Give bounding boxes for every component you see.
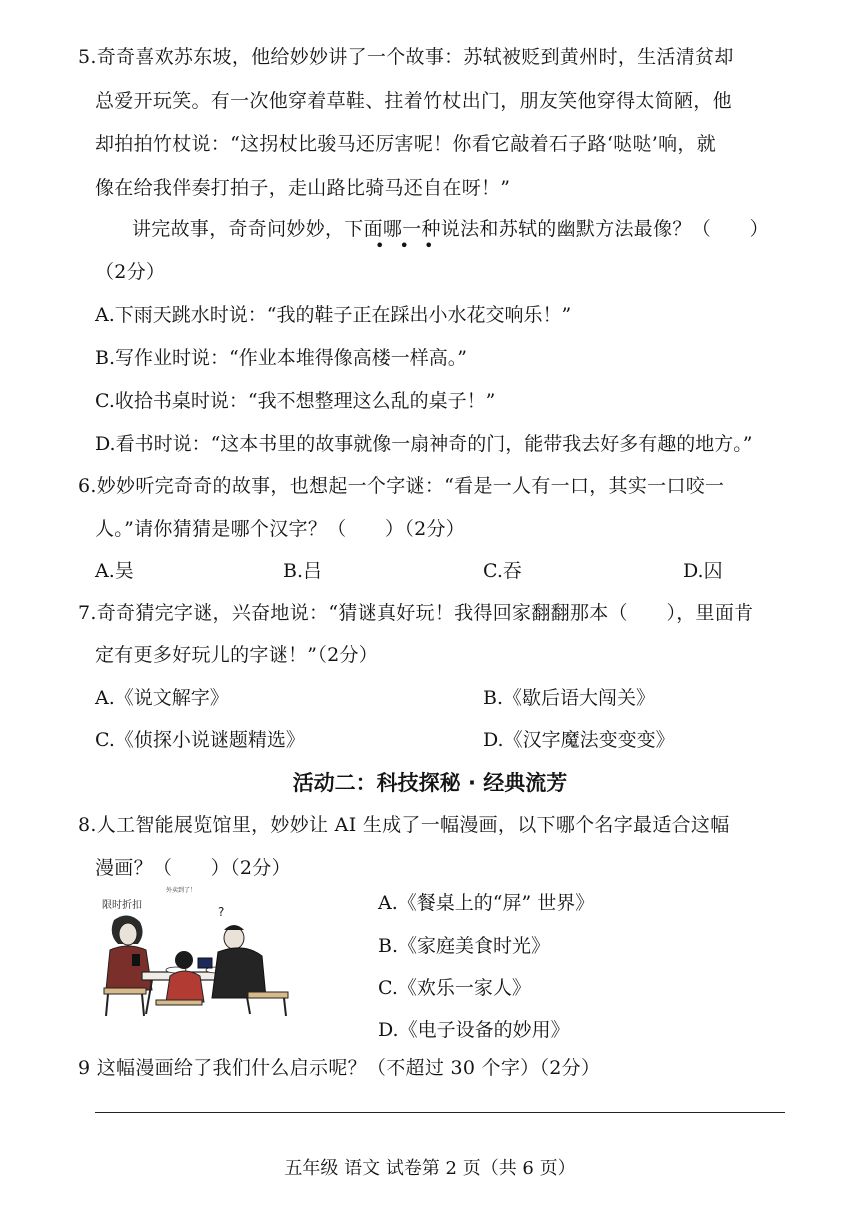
question-5-line-4: 像在给我伴奏打拍子，走山路比骑马还自在呀！”: [95, 177, 511, 199]
question-8-option-a: A.《餐桌上的“屏” 世界》: [378, 892, 595, 914]
question-8-line-2: 漫画？（ ）（2分）: [95, 857, 291, 879]
question-5-option-b: B.写作业时说：“作业本堆得像高楼一样高。”: [95, 347, 467, 369]
question-6-option-d: D.囚: [683, 560, 723, 582]
question-7-option-b: B.《歇后语大闯关》: [483, 687, 656, 709]
question-5-line-3: 却拍拍竹杖说：“这拐杖比骏马还厉害呢！你看它敲着石子路‘哒哒’响，就: [95, 133, 716, 155]
cartoon-image: [96, 880, 292, 1018]
question-8-option-c: C.《欢乐一家人》: [378, 977, 531, 999]
phone-icon: [132, 954, 140, 966]
question-6-line-2: 人。”请你猜猜是哪个汉字？（ ）（2分）: [95, 518, 466, 540]
question-9-line-1: 9 这幅漫画给了我们什么启示呢？（不超过 30 个字）（2分）: [78, 1057, 601, 1079]
emphasis-dots: • • •: [375, 236, 439, 255]
tablet-icon: [198, 958, 212, 968]
question-mark: ?: [218, 905, 225, 919]
question-8-option-b: B.《家庭美食时光》: [378, 935, 551, 957]
question-5-score: （2分）: [95, 261, 166, 283]
question-5-line-1: 5.奇奇喜欢苏东坡，他给妙妙讲了一个故事：苏轼被贬到黄州时，生活清贫却: [78, 46, 734, 68]
answer-line[interactable]: [95, 1112, 785, 1113]
question-5-option-d: D.看书时说：“这本书里的故事就像一扇神奇的门，能带我去好多有趣的地方。”: [95, 433, 753, 455]
cartoon-sign-text: 限时折扣: [102, 900, 142, 911]
question-7-option-a: A.《说文解字》: [95, 687, 229, 709]
question-6-option-b: B.吕: [283, 560, 323, 582]
question-5-option-a: A.下雨天跳水时说：“我的鞋子正在踩出小水花交响乐！”: [95, 304, 572, 326]
question-6-option-a: A.吴: [95, 560, 134, 582]
question-5-option-c: C.收拾书桌时说：“我不想整理这么乱的桌子！”: [95, 390, 496, 412]
question-8-option-d: D.《电子设备的妙用》: [378, 1019, 570, 1041]
question-6-option-c: C.吞: [483, 560, 522, 582]
question-6-line-1: 6.妙妙听完奇奇的故事，也想起一个字谜：“看是一人有一口，其实一口咬一: [78, 475, 725, 497]
cartoon-bubble-text: 外卖到了！: [166, 887, 197, 894]
page-footer: 五年级 语文 试卷第 2 页（共 6 页）: [284, 1158, 576, 1179]
question-7-option-c: C.《侦探小说谜题精选》: [95, 729, 305, 751]
question-7-line-2: 定有更多好玩儿的字谜！”（2分）: [95, 644, 379, 666]
father-figure: [212, 925, 266, 998]
question-7-line-1: 7.奇奇猜完字谜，兴奋地说：“猜谜真好玩！我得回家翻翻那本（ ），里面肯: [78, 602, 754, 624]
question-8-line-1: 8.人工智能展览馆里，妙妙让 AI 生成了一幅漫画，以下哪个名字最适合这幅: [78, 814, 730, 836]
section-heading: 活动二：科技探秘 · 经典流芳: [292, 771, 568, 795]
question-5-prompt: 讲完故事，奇奇问妙妙，下面哪一种说法和苏轼的幽默方法最像？（ ）: [132, 218, 769, 240]
question-5-line-2: 总爱开玩笑。有一次他穿着草鞋、拄着竹杖出门，朋友笑他穿得太简陋，他: [95, 90, 732, 112]
question-7-option-d: D.《汉字魔法变变变》: [483, 729, 675, 751]
